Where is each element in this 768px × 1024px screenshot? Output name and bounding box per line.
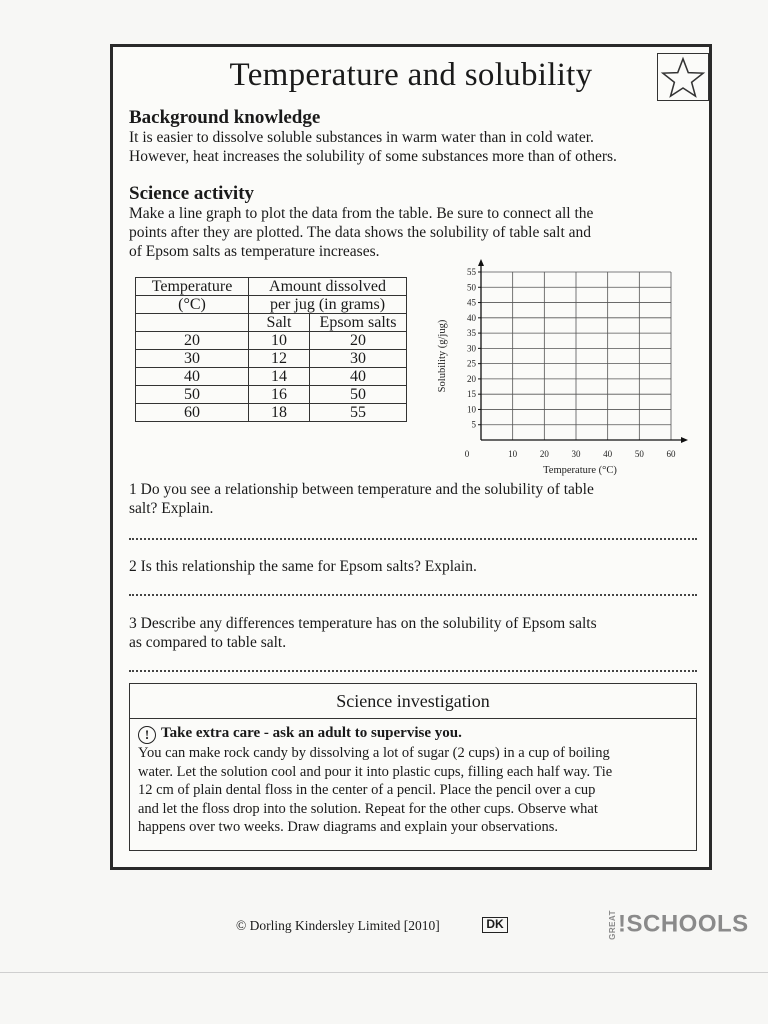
table-head-blank — [136, 314, 249, 332]
investigation-line-5: happens over two weeks. Draw diagrams and explain your observations. — [138, 819, 558, 836]
answer-line-2[interactable] — [129, 594, 697, 596]
table-row — [136, 368, 407, 386]
background-line-2: However, heat increases the solubility of some substances more than of others. — [129, 148, 617, 165]
y-tick-label: 40 — [467, 312, 476, 323]
dk-logo: DK — [482, 917, 508, 933]
x-tick-label: 30 — [571, 449, 581, 459]
table-row — [136, 386, 407, 404]
y-tick-label: 35 — [467, 328, 476, 339]
investigation-line-2: water. Let the solution cool and pour it into plastic cups, filling each half way. Tie — [138, 763, 613, 780]
page-title: Temperature and solubility — [229, 57, 593, 93]
greatschools-logo — [608, 910, 749, 940]
answer-line-1[interactable] — [129, 538, 697, 540]
x-tick-label: 40 — [603, 449, 613, 459]
table-head-amount-unit: per jug (in grams) — [249, 296, 407, 314]
background-heading: Background knowledge — [129, 107, 321, 128]
y-tick-label: 5 — [471, 419, 476, 430]
question-1-line-1: 1 Do you see a relationship between temperature and the solubility of table — [129, 481, 594, 498]
answer-line-3[interactable] — [129, 670, 697, 672]
activity-line-2: points after they are plotted. The data shows the solubility of table salt and — [129, 224, 592, 241]
table-cell: 50 — [136, 386, 249, 404]
table-head-temperature-unit: (°C) — [136, 296, 249, 314]
warning-icon: ! — [138, 726, 156, 744]
question-2: 2 Is this relationship the same for Epsom salts? Explain. — [129, 558, 477, 575]
table-cell: 14 — [249, 368, 310, 386]
y-tick-label: 30 — [467, 343, 476, 354]
warning-text: Take extra care - ask an adult to supervise you. — [161, 725, 462, 741]
table-row — [136, 404, 407, 422]
y-tick-label: 25 — [467, 358, 476, 369]
table-cell: 16 — [249, 386, 310, 404]
copyright-text: © Dorling Kindersley Limited [2010] — [236, 918, 440, 933]
star-icon — [657, 53, 709, 101]
y-tick-label: 55 — [467, 267, 476, 277]
table-cell: 30 — [136, 350, 249, 368]
y-tick-label: 15 — [467, 389, 476, 400]
table-cell: 10 — [249, 332, 310, 350]
y-tick-label: 10 — [467, 404, 476, 415]
x-axis-arrow — [681, 437, 688, 443]
x-axis-label: Temperature (°C) — [543, 465, 617, 476]
question-1-line-2: salt? Explain. — [129, 500, 214, 517]
table-cell: 12 — [249, 350, 310, 368]
table-cell: 60 — [136, 404, 249, 422]
activity-heading: Science activity — [129, 183, 255, 204]
table-cell: 20 — [310, 332, 407, 350]
table-cell: 40 — [310, 368, 407, 386]
page-rule — [0, 972, 768, 973]
y-tick-label: 45 — [467, 297, 476, 308]
question-3-line-1: 3 Describe any differences temperature has on the solubility of Epsom salts — [129, 615, 597, 632]
investigation-line-4: and let the floss drop into the solution. Repeat for the other cups. Observe what — [138, 800, 598, 817]
investigation-line-1: You can make rock candy by dissolving a lot of sugar (2 cups) in a cup of boiling — [138, 745, 610, 761]
table-cell: 40 — [136, 368, 249, 386]
activity-line-1: Make a line graph to plot the data from the table. Be sure to connect all the — [129, 205, 594, 222]
investigation-line-3: 12 cm of plain dental floss in the center of a pencil. Place the pencil over a cup — [138, 782, 596, 799]
table-sub-epsom: Epsom salts — [310, 314, 407, 332]
investigation-heading: Science investigation — [130, 684, 696, 719]
y-tick-label: 50 — [467, 282, 476, 293]
table-row — [136, 332, 407, 350]
x-tick-label: 60 — [666, 449, 676, 459]
table-row — [136, 350, 407, 368]
question-3-line-2: as compared to table salt. — [129, 634, 287, 651]
y-axis-label: Solubility (g/jug) — [437, 319, 448, 393]
table-head-temperature: Temperature — [136, 278, 249, 296]
table-cell: 55 — [310, 404, 407, 422]
x-tick-label: 50 — [634, 449, 644, 459]
table-cell: 50 — [310, 386, 407, 404]
greatschools-logo-small: GREAT — [608, 910, 617, 940]
table-sub-salt: Salt — [249, 314, 310, 332]
solubility-graph — [431, 259, 701, 481]
x-tick-label: 10 — [508, 449, 518, 459]
greatschools-logo-text: !SCHOOLS — [618, 910, 749, 938]
table-cell: 18 — [249, 404, 310, 422]
background-line-1: It is easier to dissolve soluble substances in warm water than in cold water. — [129, 129, 594, 146]
worksheet — [110, 44, 712, 870]
investigation-warning — [138, 724, 688, 744]
y-axis-arrow — [478, 259, 484, 266]
table-cell: 20 — [136, 332, 249, 350]
activity-line-3: of Epsom salts as temperature increases. — [129, 243, 380, 260]
table-cell: 30 — [310, 350, 407, 368]
investigation-box — [129, 683, 697, 851]
x-tick-label: 0 — [464, 449, 470, 459]
solubility-table — [135, 277, 407, 422]
table-head-amount: Amount dissolved — [249, 278, 407, 296]
y-tick-label: 20 — [467, 373, 476, 384]
x-tick-label: 20 — [539, 449, 549, 459]
